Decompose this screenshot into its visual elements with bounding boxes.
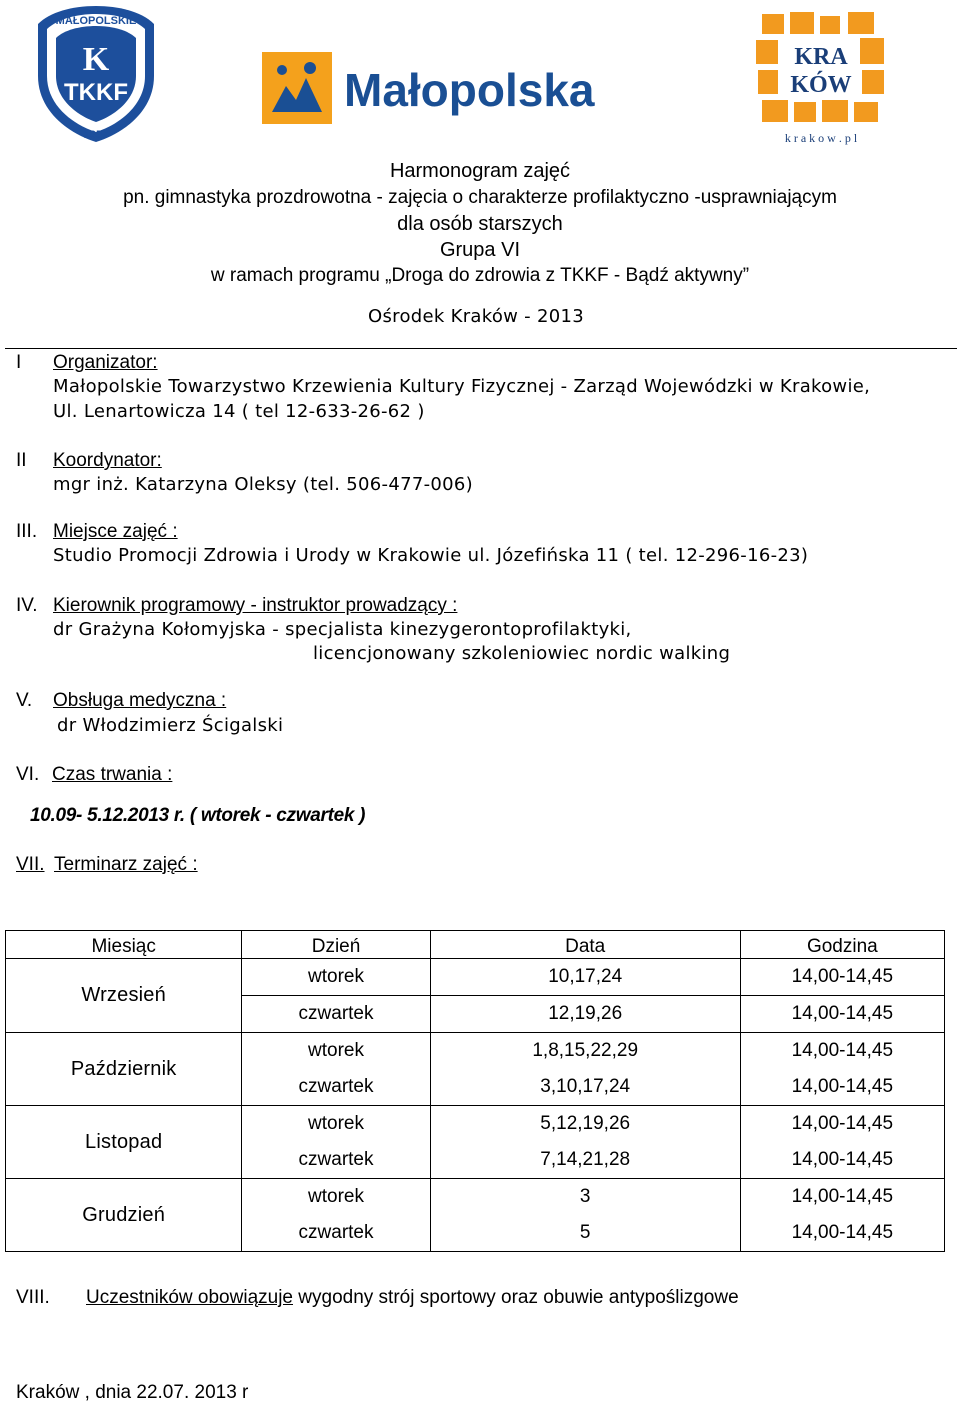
header-divider bbox=[5, 348, 957, 349]
tkkf-logo-year-text: 1957 bbox=[83, 129, 109, 141]
attire-requirement bbox=[86, 1287, 739, 1309]
day-cell: czwartek bbox=[242, 1215, 430, 1252]
attire-requirement-rest: wygodny strój sportowy oraz obuwie antypoślizgowe bbox=[293, 1287, 739, 1308]
hour-cell: 14,00-14,45 bbox=[740, 1215, 944, 1252]
month-cell: Październik bbox=[6, 1033, 242, 1106]
date-cell: 3 bbox=[430, 1179, 740, 1216]
document-title: Harmonogram zajęć bbox=[389, 160, 571, 182]
section-4-number: IV. bbox=[16, 595, 38, 616]
section-4-title: Kierownik programowy - instruktor prowadzący : bbox=[53, 595, 458, 616]
organizer-address: Ul. Lenartowicza 14 ( tel 12-633-26-62 ) bbox=[53, 401, 425, 422]
section-1-title: Organizator: bbox=[53, 352, 158, 373]
program-name: w ramach programu „Droga do zdrowia z TKKF - Bądź aktywny” bbox=[210, 265, 750, 286]
medical-staff-name: dr Włodzimierz Ścigalski bbox=[57, 715, 284, 736]
header-month: Miesiąc bbox=[6, 931, 242, 959]
day-cell: czwartek bbox=[242, 1142, 430, 1179]
header-day: Dzień bbox=[242, 931, 430, 959]
table-row bbox=[6, 1179, 945, 1216]
day-cell: czwartek bbox=[242, 1069, 430, 1106]
date-cell: 10,17,24 bbox=[430, 959, 740, 996]
organizer-name: Małopolskie Towarzystwo Krzewienia Kultury Fizycznej - Zarząd Wojewódzki w Krakowie, bbox=[53, 376, 871, 397]
day-cell: czwartek bbox=[242, 996, 430, 1033]
section-2-title: Koordynator: bbox=[53, 450, 162, 471]
date-cell: 12,19,26 bbox=[430, 996, 740, 1033]
day-cell: wtorek bbox=[242, 959, 430, 996]
course-duration: 10.09- 5.12.2013 r. ( wtorek - czwartek ) bbox=[30, 805, 366, 826]
section-3-number: III. bbox=[16, 521, 38, 542]
month-cell: Listopad bbox=[6, 1106, 242, 1179]
krakow-logo bbox=[756, 12, 886, 147]
schedule-table bbox=[5, 930, 945, 1252]
schedule-header-row bbox=[6, 931, 945, 959]
header-date: Data bbox=[430, 931, 740, 959]
hour-cell: 14,00-14,45 bbox=[740, 1106, 944, 1143]
instructor-name: dr Grażyna Kołomyjska - specjalista kinezygerontoprofilaktyki, bbox=[53, 619, 632, 640]
document-subtitle-line2: dla osób starszych bbox=[397, 213, 563, 235]
hour-cell: 14,00-14,45 bbox=[740, 959, 944, 996]
date-cell: 7,14,21,28 bbox=[430, 1142, 740, 1179]
attire-requirement-underlined: Uczestników obowiązuje bbox=[86, 1287, 293, 1308]
tkkf-logo-top-text: MAŁOPOLSKIE bbox=[55, 15, 137, 27]
month-cell: Grudzień bbox=[6, 1179, 242, 1252]
tkkf-logo bbox=[32, 2, 160, 144]
place-and-date: Kraków , dnia 22.07. 2013 r bbox=[16, 1382, 249, 1403]
venue-address: Studio Promocji Zdrowia i Urody w Krakowie ul. Józefińska 11 ( tel. 12-296-16-23) bbox=[53, 545, 809, 566]
section-1-number: I bbox=[16, 352, 22, 373]
malopolska-logo-text: Małopolska bbox=[344, 64, 595, 116]
svg-text:K: K bbox=[82, 41, 110, 78]
day-cell: wtorek bbox=[242, 1106, 430, 1143]
hour-cell: 14,00-14,45 bbox=[740, 1069, 944, 1106]
section-7-number: VII. bbox=[16, 854, 45, 875]
group-label: Grupa VI bbox=[439, 239, 521, 261]
date-cell: 3,10,17,24 bbox=[430, 1069, 740, 1106]
krakow-logo-url: k r a k o w . p l bbox=[784, 131, 858, 145]
table-row bbox=[6, 1106, 945, 1143]
date-cell: 1,8,15,22,29 bbox=[430, 1033, 740, 1070]
hour-cell: 14,00-14,45 bbox=[740, 1142, 944, 1179]
month-cell: Wrzesień bbox=[6, 959, 242, 1033]
instructor-qualification: licencjonowany szkoleniowiec nordic walking bbox=[313, 643, 731, 664]
malopolska-logo bbox=[262, 50, 622, 126]
section-2-number: II bbox=[16, 450, 27, 471]
day-cell: wtorek bbox=[242, 1033, 430, 1070]
date-cell: 5 bbox=[430, 1215, 740, 1252]
hour-cell: 14,00-14,45 bbox=[740, 1033, 944, 1070]
center-year: Ośrodek Kraków - 2013 bbox=[368, 306, 585, 327]
section-3-title: Miejsce zajęć : bbox=[53, 521, 178, 542]
date-cell: 5,12,19,26 bbox=[430, 1106, 740, 1143]
krakow-logo-line2: KÓW bbox=[790, 72, 852, 98]
section-8-number: VIII. bbox=[16, 1287, 50, 1308]
tkkf-logo-main-text: TKKF bbox=[64, 79, 128, 106]
hour-cell: 14,00-14,45 bbox=[740, 996, 944, 1033]
table-row bbox=[6, 1033, 945, 1070]
section-6-number: VI. bbox=[16, 764, 40, 785]
hour-cell: 14,00-14,45 bbox=[740, 1179, 944, 1216]
section-7-title: Terminarz zajęć : bbox=[54, 854, 198, 875]
header-hour: Godzina bbox=[740, 931, 944, 959]
document-subtitle-line1: pn. gimnastyka prozdrowotna - zajęcia o charakterze profilaktyczno -usprawniającym bbox=[123, 187, 837, 208]
coordinator-name: mgr inż. Katarzyna Oleksy (tel. 506-477-006) bbox=[53, 474, 473, 495]
section-5-title: Obsługa medyczna : bbox=[53, 690, 227, 711]
section-6-title: Czas trwania : bbox=[52, 764, 173, 785]
section-5-number: V. bbox=[16, 690, 33, 711]
krakow-logo-line1: KRA bbox=[794, 44, 848, 70]
table-row bbox=[6, 959, 945, 996]
day-cell: wtorek bbox=[242, 1179, 430, 1216]
